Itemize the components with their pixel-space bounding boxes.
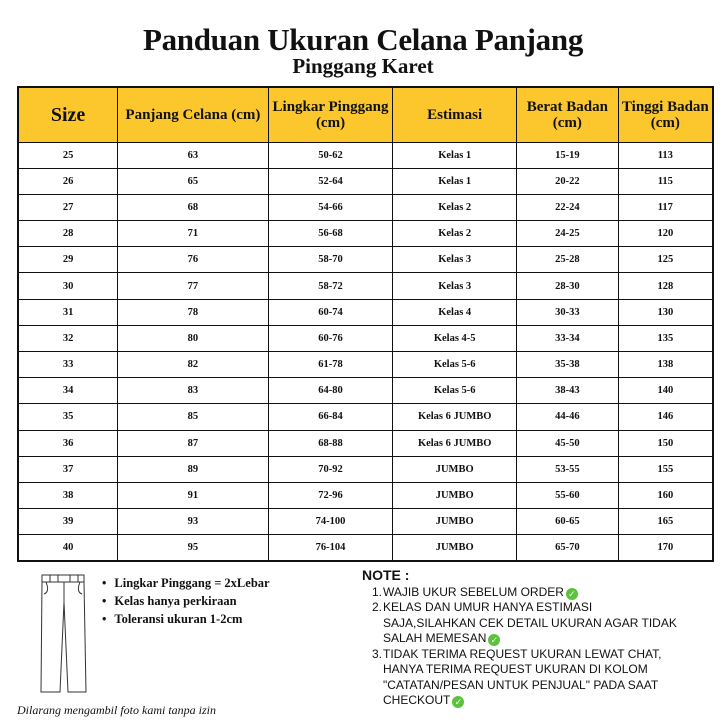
table-row bbox=[18, 404, 713, 430]
table-cell: 135 bbox=[618, 325, 713, 351]
note-line: SALAH MEMESAN bbox=[383, 631, 487, 645]
header-size: Size bbox=[18, 87, 118, 142]
table-cell: 20-22 bbox=[517, 168, 619, 194]
table-cell: 28-30 bbox=[517, 273, 619, 299]
table-cell: 78 bbox=[118, 299, 269, 325]
table-cell: 45-50 bbox=[517, 430, 619, 456]
table-cell: Kelas 2 bbox=[393, 221, 517, 247]
table-cell: 89 bbox=[118, 456, 269, 482]
table-cell: 165 bbox=[618, 509, 713, 535]
table-cell: 91 bbox=[118, 482, 269, 508]
table-cell: 140 bbox=[618, 378, 713, 404]
table-cell: 117 bbox=[618, 194, 713, 220]
table-cell: 22-24 bbox=[517, 194, 619, 220]
table-cell: 60-76 bbox=[268, 325, 393, 351]
table-cell: 82 bbox=[118, 352, 269, 378]
table-cell: 80 bbox=[118, 325, 269, 351]
note-line: TIDAK TERIMA REQUEST UKURAN LEWAT CHAT, bbox=[383, 646, 662, 661]
table-cell: 60-74 bbox=[268, 299, 393, 325]
table-cell: 37 bbox=[18, 456, 118, 482]
table-cell: 31 bbox=[18, 299, 118, 325]
table-cell: 64-80 bbox=[268, 378, 393, 404]
table-cell: 66-84 bbox=[268, 404, 393, 430]
credit-text: Dilarang mengambil foto kami tanpa izin bbox=[17, 703, 216, 717]
size-table bbox=[17, 86, 714, 562]
table-cell: 60-65 bbox=[517, 509, 619, 535]
note-line: CHECKOUT bbox=[383, 693, 451, 707]
table-row bbox=[18, 168, 713, 194]
table-cell: 115 bbox=[618, 168, 713, 194]
table-cell: 120 bbox=[618, 221, 713, 247]
table-cell: 36 bbox=[18, 430, 118, 456]
table-cell: Kelas 1 bbox=[393, 142, 517, 168]
table-row bbox=[18, 221, 713, 247]
table-cell: 32 bbox=[18, 325, 118, 351]
table-cell: 87 bbox=[118, 430, 269, 456]
table-cell: 65-70 bbox=[517, 535, 619, 561]
table-cell: 71 bbox=[118, 221, 269, 247]
table-cell: Kelas 1 bbox=[393, 168, 517, 194]
bullet-item: • Lingkar Pinggang = 2xLebar bbox=[102, 574, 270, 592]
table-cell: 52-64 bbox=[268, 168, 393, 194]
table-cell: 125 bbox=[618, 247, 713, 273]
bullet-list bbox=[102, 574, 270, 628]
table-cell: 128 bbox=[618, 273, 713, 299]
table-row bbox=[18, 273, 713, 299]
note-title: NOTE : bbox=[362, 567, 410, 583]
note-line: SAJA,SILAHKAN CEK DETAIL UKURAN AGAR TIDAK bbox=[383, 615, 677, 630]
table-cell: Kelas 6 JUMBO bbox=[393, 430, 517, 456]
table-cell: 68-88 bbox=[268, 430, 393, 456]
table-row bbox=[18, 352, 713, 378]
table-cell: 55-60 bbox=[517, 482, 619, 508]
table-cell: JUMBO bbox=[393, 482, 517, 508]
note-item bbox=[372, 600, 677, 647]
table-row bbox=[18, 194, 713, 220]
note-number: 2. bbox=[372, 600, 383, 614]
table-cell: 74-100 bbox=[268, 509, 393, 535]
table-cell: 50-62 bbox=[268, 142, 393, 168]
note-section bbox=[362, 568, 677, 709]
table-cell: 34 bbox=[18, 378, 118, 404]
table-cell: 29 bbox=[18, 247, 118, 273]
table-cell: Kelas 4-5 bbox=[393, 325, 517, 351]
header-estimasi: Estimasi bbox=[393, 87, 517, 142]
table-cell: 24-25 bbox=[517, 221, 619, 247]
header-tinggi: Tinggi Badan (cm) bbox=[618, 87, 713, 142]
note-line: HANYA TERIMA REQUEST UKURAN DI KOLOM bbox=[383, 662, 648, 676]
header-panjang: Panjang Celana (cm) bbox=[118, 87, 269, 142]
table-row bbox=[18, 325, 713, 351]
table-row bbox=[18, 378, 713, 404]
table-cell: 63 bbox=[118, 142, 269, 168]
table-cell: 15-19 bbox=[517, 142, 619, 168]
table-row bbox=[18, 142, 713, 168]
table-cell: Kelas 4 bbox=[393, 299, 517, 325]
table-cell: 25 bbox=[18, 142, 118, 168]
table-cell: Kelas 2 bbox=[393, 194, 517, 220]
table-cell: 150 bbox=[618, 430, 713, 456]
table-cell: 39 bbox=[18, 509, 118, 535]
table-cell: 138 bbox=[618, 352, 713, 378]
header-berat: Berat Badan (cm) bbox=[517, 87, 619, 142]
table-cell: 170 bbox=[618, 535, 713, 561]
table-cell: 38-43 bbox=[517, 378, 619, 404]
table-row bbox=[18, 247, 713, 273]
note-item bbox=[372, 647, 677, 709]
table-cell: 35-38 bbox=[517, 352, 619, 378]
table-cell: 38 bbox=[18, 482, 118, 508]
table-cell: 68 bbox=[118, 194, 269, 220]
note-item bbox=[372, 585, 677, 601]
table-cell: 25-28 bbox=[517, 247, 619, 273]
table-cell: Kelas 3 bbox=[393, 247, 517, 273]
check-icon: ✓ bbox=[452, 696, 464, 708]
table-row bbox=[18, 535, 713, 561]
table-cell: 76 bbox=[118, 247, 269, 273]
table-cell: 61-78 bbox=[268, 352, 393, 378]
table-cell: 83 bbox=[118, 378, 269, 404]
table-cell: 27 bbox=[18, 194, 118, 220]
table-cell: 58-72 bbox=[268, 273, 393, 299]
table-cell: 70-92 bbox=[268, 456, 393, 482]
table-cell: 30-33 bbox=[517, 299, 619, 325]
table-row bbox=[18, 482, 713, 508]
table-row bbox=[18, 456, 713, 482]
check-icon: ✓ bbox=[488, 634, 500, 646]
note-line: "CATATAN/PESAN UNTUK PENJUAL" PADA SAAT bbox=[383, 677, 659, 692]
table-cell: 54-66 bbox=[268, 194, 393, 220]
table-row bbox=[18, 509, 713, 535]
table-cell: 35 bbox=[18, 404, 118, 430]
table-header bbox=[18, 87, 713, 142]
table-cell: 160 bbox=[618, 482, 713, 508]
page-subtitle: Pinggang Karet bbox=[292, 54, 434, 78]
check-icon: ✓ bbox=[566, 588, 578, 600]
table-cell: 53-55 bbox=[517, 456, 619, 482]
table-row bbox=[18, 430, 713, 456]
pants-icon bbox=[38, 572, 88, 697]
table-cell: 40 bbox=[18, 535, 118, 561]
note-line: WAJIB UKUR SEBELUM ORDER bbox=[383, 584, 564, 599]
table-cell: 77 bbox=[118, 273, 269, 299]
table-cell: 58-70 bbox=[268, 247, 393, 273]
header-lingkar: Lingkar Pinggang (cm) bbox=[268, 87, 393, 142]
table-cell: Kelas 5-6 bbox=[393, 378, 517, 404]
note-number: 1. bbox=[372, 584, 383, 599]
table-cell: 113 bbox=[618, 142, 713, 168]
table-cell: 56-68 bbox=[268, 221, 393, 247]
bullet-item: • Toleransi ukuran 1-2cm bbox=[102, 610, 270, 628]
table-cell: 155 bbox=[618, 456, 713, 482]
table-cell: 76-104 bbox=[268, 535, 393, 561]
table-cell: JUMBO bbox=[393, 535, 517, 561]
table-cell: Kelas 5-6 bbox=[393, 352, 517, 378]
table-cell: Kelas 3 bbox=[393, 273, 517, 299]
table-cell: 44-46 bbox=[517, 404, 619, 430]
page-title: Panduan Ukuran Celana Panjang bbox=[142, 22, 584, 57]
table-cell: 26 bbox=[18, 168, 118, 194]
table-cell: JUMBO bbox=[393, 509, 517, 535]
table-cell: 95 bbox=[118, 535, 269, 561]
table-cell: 65 bbox=[118, 168, 269, 194]
bullet-item: • Kelas hanya perkiraan bbox=[102, 592, 270, 610]
table-cell: 146 bbox=[618, 404, 713, 430]
table-cell: 33-34 bbox=[517, 325, 619, 351]
table-row bbox=[18, 299, 713, 325]
table-cell: JUMBO bbox=[393, 456, 517, 482]
note-line: KELAS DAN UMUR HANYA ESTIMASI bbox=[383, 600, 593, 614]
table-cell: 28 bbox=[18, 221, 118, 247]
note-number: 3. bbox=[372, 646, 383, 661]
table-cell: 130 bbox=[618, 299, 713, 325]
table-cell: 85 bbox=[118, 404, 269, 430]
table-cell: 93 bbox=[118, 509, 269, 535]
table-cell: 33 bbox=[18, 352, 118, 378]
table-cell: Kelas 6 JUMBO bbox=[393, 404, 517, 430]
table-cell: 30 bbox=[18, 273, 118, 299]
table-cell: 72-96 bbox=[268, 482, 393, 508]
